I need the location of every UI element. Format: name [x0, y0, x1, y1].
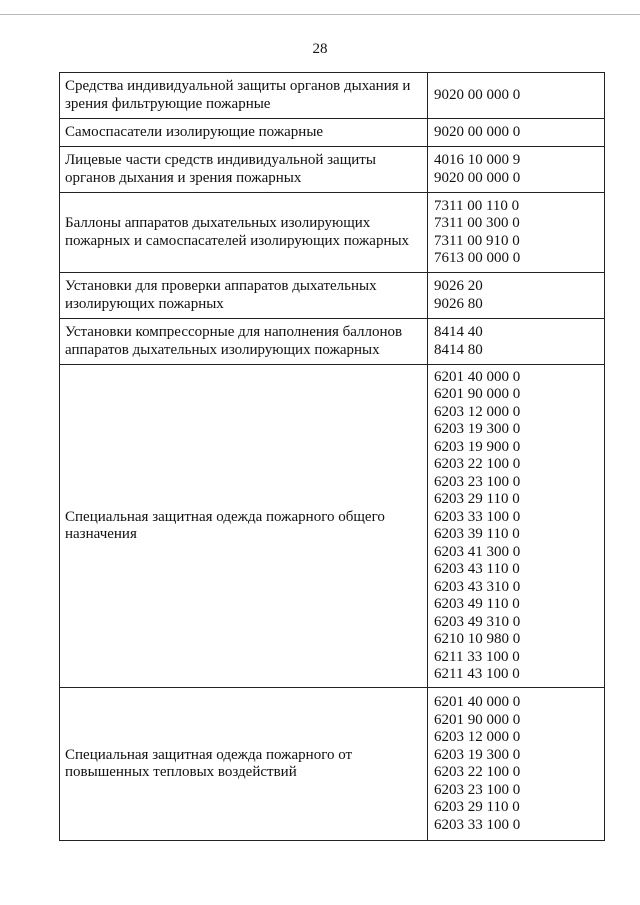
tn-ved-code: 9026 80: [434, 295, 483, 312]
product-name: Установки компрессорные для наполнения баллонов аппаратов дыхательных изолирующих пожарных: [65, 324, 403, 358]
tn-ved-code: 9026 20: [434, 278, 483, 294]
tn-ved-code: 7311 00 910 0: [434, 232, 520, 249]
tn-ved-code: 6203 49 310 0: [434, 613, 521, 630]
tn-ved-code: 6203 22 100 0: [434, 456, 521, 472]
tn-ved-code: 6203 22 100 0: [434, 764, 521, 780]
tn-ved-code: 6203 23 100 0: [434, 473, 521, 490]
tn-ved-code: 6203 43 310 0: [434, 578, 521, 595]
tn-ved-code: 8414 80: [434, 341, 483, 358]
product-name-cell: [60, 319, 428, 365]
tn-ved-code: 6201 90 000 0: [434, 711, 521, 728]
tn-ved-code: 6201 90 000 0: [434, 386, 521, 402]
tn-ved-code: 6203 23 100 0: [434, 781, 521, 798]
tn-ved-code: 6203 19 900 0: [434, 438, 521, 455]
code-cell: [428, 365, 605, 688]
tn-ved-code: 6201 40 000 0: [434, 368, 521, 385]
tn-ved-code: 6211 43 100 0: [434, 666, 520, 682]
table-row: [60, 73, 605, 119]
tn-ved-code: 6203 43 110 0: [434, 561, 520, 577]
tn-ved-code: 6203 33 100 0: [434, 508, 521, 525]
tn-ved-code: 9020 00 000 0: [434, 123, 521, 140]
product-name-cell: [60, 119, 428, 147]
table-row: [60, 688, 605, 841]
product-name-cell: [60, 365, 428, 688]
product-name-cell: [60, 147, 428, 193]
product-name-cell: [60, 73, 428, 119]
tn-ved-code: 6203 29 110 0: [434, 799, 520, 815]
tn-ved-code: 9020 00 000 0: [434, 169, 521, 186]
product-name: Самоспасатели изолирующие пожарные: [65, 123, 324, 140]
code-cell: [428, 193, 605, 273]
table-row: [60, 193, 605, 273]
product-name: Средства индивидуальной защиты органов дыхания и зрения фильтрующие пожарные: [65, 78, 411, 112]
page-number: 28: [312, 41, 328, 57]
product-name: Лицевые части средств индивидуальной защиты органов дыхания и зрения пожарных: [65, 152, 376, 186]
table-row: [60, 119, 605, 147]
page-top-edge: [0, 14, 640, 15]
tn-ved-code: 6203 33 100 0: [434, 816, 521, 833]
tn-ved-code: 6210 10 980 0: [434, 631, 521, 647]
table-body: [60, 73, 605, 841]
product-name-cell: [60, 273, 428, 319]
code-cell: [428, 147, 605, 193]
tn-ved-code: 6203 19 300 0: [434, 746, 521, 763]
tn-ved-code: 7613 00 000 0: [434, 250, 521, 266]
tn-ved-code: 7311 00 300 0: [434, 215, 520, 231]
table-row: [60, 365, 605, 688]
tn-ved-code: 6203 12 000 0: [434, 729, 521, 745]
product-name-cell: [60, 688, 428, 841]
tn-ved-code: 7311 00 110 0: [434, 197, 520, 214]
product-name-cell: [60, 193, 428, 273]
tn-ved-code: 8414 40: [434, 324, 483, 340]
product-name: Установки для проверки аппаратов дыхательных изолирующих пожарных: [65, 278, 377, 312]
tn-ved-code: 6201 40 000 0: [434, 694, 521, 710]
table-row: [60, 147, 605, 193]
code-cell: [428, 119, 605, 147]
code-cell: [428, 688, 605, 841]
tn-ved-code: 6203 29 110 0: [434, 491, 520, 507]
product-name: Специальная защитная одежда пожарного от повышенных тепловых воздействий: [65, 746, 353, 780]
table-row: [60, 319, 605, 365]
tn-ved-code: 6203 41 300 0: [434, 543, 521, 560]
product-name: Баллоны аппаратов дыхательных изолирующих пожарных и самоспасателей изолирующих пожарных: [65, 215, 410, 249]
table-row: [60, 273, 605, 319]
tn-ved-code: 6203 49 110 0: [434, 596, 520, 612]
code-cell: [428, 273, 605, 319]
tn-ved-code: 4016 10 000 9: [434, 152, 521, 168]
product-code-table: [59, 72, 605, 841]
tn-ved-code: 6203 12 000 0: [434, 403, 521, 420]
tn-ved-code: 6211 33 100 0: [434, 648, 520, 665]
tn-ved-code: 6203 19 300 0: [434, 421, 521, 437]
code-cell: [428, 73, 605, 119]
tn-ved-code: 9020 00 000 0: [434, 86, 521, 103]
product-name: Специальная защитная одежда пожарного общего назначения: [65, 508, 385, 542]
tn-ved-code: 6203 39 110 0: [434, 526, 520, 542]
code-cell: [428, 319, 605, 365]
